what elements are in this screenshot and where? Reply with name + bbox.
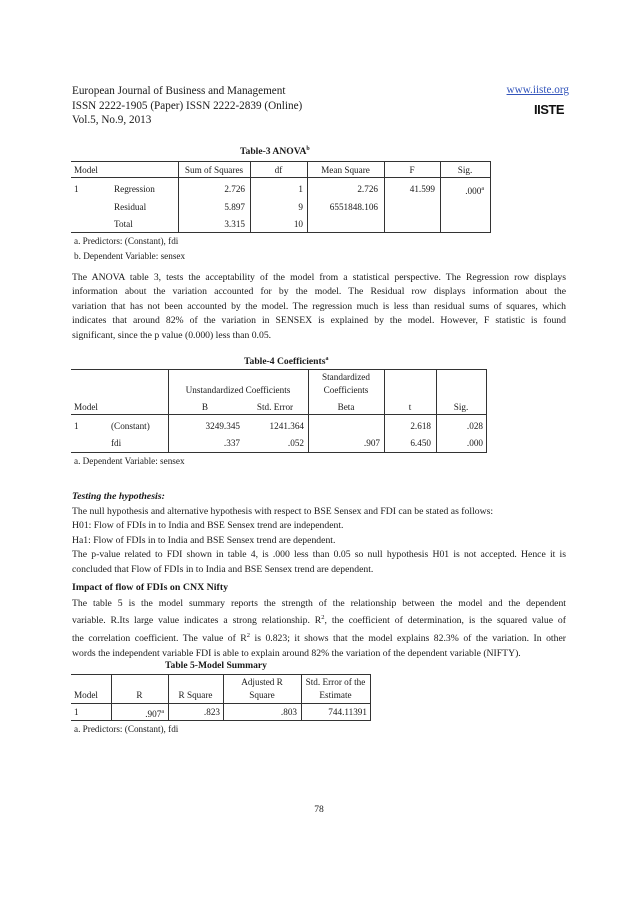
t3-header-sig: Sig. [457, 165, 473, 175]
t3-row-ms: 2.726 [357, 184, 378, 194]
t3-row-ms: 6551848.106 [329, 202, 378, 212]
t4-row-t: 6.450 [410, 438, 431, 448]
t4-header-se: Std. Error [256, 402, 294, 412]
t4-row-b: 3249.345 [205, 421, 240, 431]
t4-group-unstd: Unstandardized Coefficients [185, 385, 291, 395]
t4-footnote: a. Dependent Variable: sensex [74, 456, 185, 466]
t5-header-adj: Square [249, 690, 275, 700]
t5-header-r: R [136, 690, 143, 700]
t3-header-ms: Mean Square [321, 165, 370, 175]
t4-header-b: B [201, 402, 209, 412]
t5-header-model: Model [74, 690, 98, 700]
t5-header-r2: R Square [178, 690, 213, 700]
t5-footnote: a. Predictors: (Constant), fdi [74, 724, 179, 734]
t3-row-df: 10 [293, 219, 303, 229]
t4-group-std: Standardized [322, 372, 370, 382]
t5-row-r2: .823 [203, 707, 220, 717]
t3-row-df: 1 [298, 184, 303, 194]
anova-paragraph: The ANOVA table 3, tests the acceptability of the model from a statistical perspective. The Regression row displays information about the variation accounted for by the model. The Residual row displays information about the variation that has not been accounted by the model. The regression much is less than residual sums of squares, which indicates that around 82% of the variation in SENSEX is explained by the model. However, F statistic is found significant, since the p value (0.000) less than 0.05. [72, 272, 566, 341]
t3-row-sig: .000$^a$ [465, 186, 484, 197]
t4-row-se: .052 [287, 438, 304, 448]
page-number: 78 [314, 804, 324, 815]
hypothesis-paragraph: The null hypothesis and alternative hypothesis with respect to BSE Sensex and FDI can be stated as follows: H01: Flow of FDIs in to India and BSE Sensex trend are independent. Ha1: Flow of FDIs in to India and BSE Sensex trend are dependent. The p-value related to FDI shown in table 4, is .000 less than 0.05 so null hypothesis H01 is not accepted. Hence it is concluded that Flow of FDIs in to India and BSE Sensex trend are dependent. [72, 506, 566, 575]
impact-heading: Impact of flow of FDIs on CNX Nifty [72, 582, 229, 593]
t3-header-df: df [274, 165, 283, 175]
t4-row-t: 2.618 [410, 421, 431, 431]
t5-row-adj: .803 [280, 707, 297, 717]
table3-caption: Table-3 ANOVA$^b$ [240, 146, 310, 158]
t4-row-label: fdi [111, 438, 122, 448]
journal-name: European Journal of Business and Management [72, 85, 286, 97]
t5-header-err: Std. Error of the [305, 677, 366, 687]
t3-row-f: 41.599 [409, 184, 435, 194]
t5-row-r: .907$^a$ [145, 709, 164, 720]
t4-model-num: 1 [74, 421, 79, 431]
logo-text: IISTE [534, 102, 565, 117]
t3-row-df: 9 [298, 202, 303, 212]
t4-header-t: t [408, 402, 412, 412]
t4-row-sig: .028 [466, 421, 483, 431]
t3-footnote: b. Dependent Variable: sensex [74, 251, 186, 261]
t5-row-err: 744.11391 [328, 707, 367, 717]
t4-group-std: Coefficients [323, 385, 369, 395]
impact-paragraph: The table 5 is the model summary reports the strength of the relationship between the model and the dependent variable. R.Its large value indicates a strong relationship. $R^2$, the coefficient of determination, is the squared value of the correlation coefficient. The value of $R^2$ is 0.823; it shows that the model explains 82.3% of the variation. In other words the independent variable FDI is able to explain around 82% the variation of the dependent variable (NIFTY). [72, 598, 566, 659]
journal-issn: ISSN 2222-1905 (Paper) ISSN 2222-2839 (Online) [72, 99, 303, 112]
t4-header-beta: Beta [337, 402, 355, 412]
t3-row-label: Total [114, 219, 133, 229]
t3-footnote: a. Predictors: (Constant), fdi [74, 236, 179, 246]
table4-caption: Table-4 Coefficients$^a$ [244, 356, 329, 368]
hypothesis-heading: Testing the hypothesis: [72, 491, 165, 502]
t3-row-label: Residual [114, 202, 147, 212]
t3-row-ss: 2.726 [224, 184, 245, 194]
t3-header-model: Model [74, 165, 98, 175]
iiste-logo [534, 100, 568, 120]
t3-row-label: Regression [114, 184, 155, 194]
t5-row-model: 1 [74, 707, 79, 717]
website-link[interactable]: www.iiste.org [506, 84, 569, 96]
t4-header-sig: Sig. [453, 402, 469, 412]
t5-header-adj: Adjusted R [241, 677, 283, 687]
t3-row-ss: 3.315 [224, 219, 245, 229]
t3-row-ss: 5.897 [224, 202, 245, 212]
t4-header-model: Model [74, 402, 98, 412]
t3-header-ss: Sum of Squares [184, 165, 244, 175]
t5-header-err: Estimate [319, 690, 352, 700]
t4-row-sig: .000 [466, 438, 483, 448]
journal-volume: Vol.5, No.9, 2013 [72, 114, 152, 126]
t4-row-label: (Constant) [111, 421, 150, 431]
t4-row-se: 1241.364 [269, 421, 304, 431]
t4-row-beta: .907 [363, 438, 380, 448]
table5-caption: Table 5-Model Summary [165, 660, 267, 671]
journal-header [72, 84, 302, 128]
t3-model-num: 1 [74, 184, 79, 194]
t4-row-b: .337 [223, 438, 240, 448]
t3-header-f: F [409, 165, 415, 175]
